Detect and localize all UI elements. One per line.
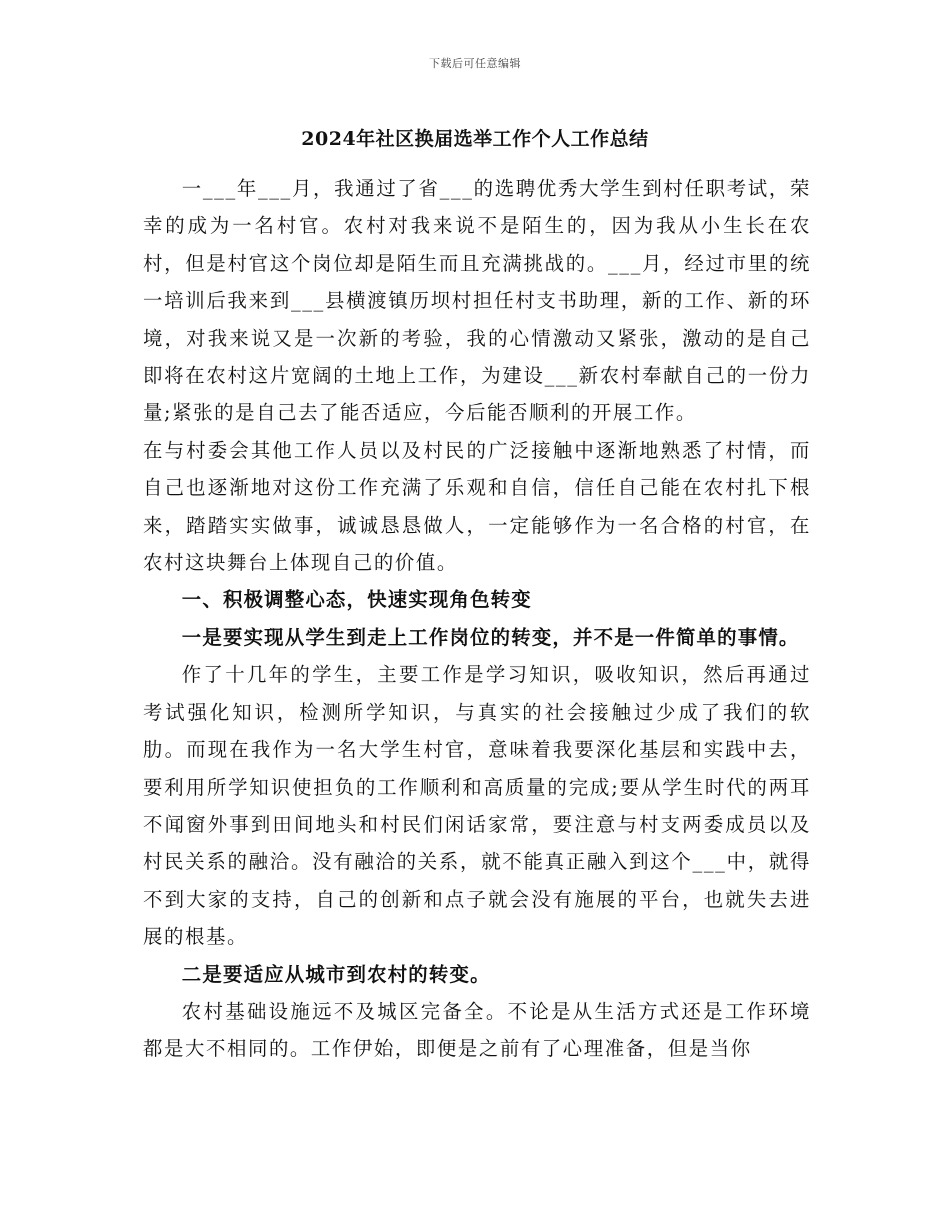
body-paragraph: 在与村委会其他工作人员以及村民的广泛接触中逐渐地熟悉了村情，而自己也逐渐地对这份工作充满了乐观和自信，信任自己能在农村扎下根来，踏踏实实做事，诚诚恳恳做人，一定能够作为一名合格的村官，在农村这块舞台上体现自己的价值。 (143, 438, 811, 575)
body-paragraph: 农村基础设施远不及城区完备全。不论是从生活方式还是工作环境都是大不相同的。工作伊始，即便是之前有了心理准备，但是当你 (143, 999, 811, 1061)
subsection-heading: 一是要实现从学生到走上工作岗位的转变，并不是一件简单的事情。 (181, 625, 800, 649)
document-title: 2024年社区换届选举工作个人工作总结 (301, 128, 649, 150)
page-header-note: 下载后可任意编辑 (429, 57, 521, 70)
section-heading: 一、积极调整心态，快速实现角色转变 (181, 588, 532, 612)
body-paragraph: 一___年___月，我通过了省___的选聘优秀大学生到村任职考试，荣幸的成为一名村官。农村对我来说不是陌生的，因为我从小生长在农村，但是村官这个岗位却是陌生而且充满挑战的。___月，经过市里的统一培训后我来到___县横渡镇历坝村担任村支书助理，新的工作、新的环境，对我来说又是一次新的考验，我的心情激动又紧张，激动的是自己即将在农村这片宽阔的土地上工作，为建设___新农村奉献自己的一份力量;紧张的是自己去了能否适应，今后能否顺利的开展工作。 (143, 177, 811, 425)
document-body (143, 170, 811, 1068)
body-paragraph: 作了十几年的学生，主要工作是学习知识，吸收知识，然后再通过考试强化知识，检测所学知识，与真实的社会接触过少成了我们的软肋。而现在我作为一名大学生村官，意味着我要深化基层和实践中去，要利用所学知识使担负的工作顺利和高质量的完成;要从学生时代的两耳不闻窗外事到田间地头和村民们闲话家常，要注意与村支两委成员以及村民关系的融洽。没有融洽的关系，就不能真正融入到这个___中，就得不到大家的支持，自己的创新和点子就会没有施展的平台，也就失去进展的根基。 (143, 663, 811, 949)
subsection-heading: 二是要适应从城市到农村的转变。 (181, 962, 491, 986)
